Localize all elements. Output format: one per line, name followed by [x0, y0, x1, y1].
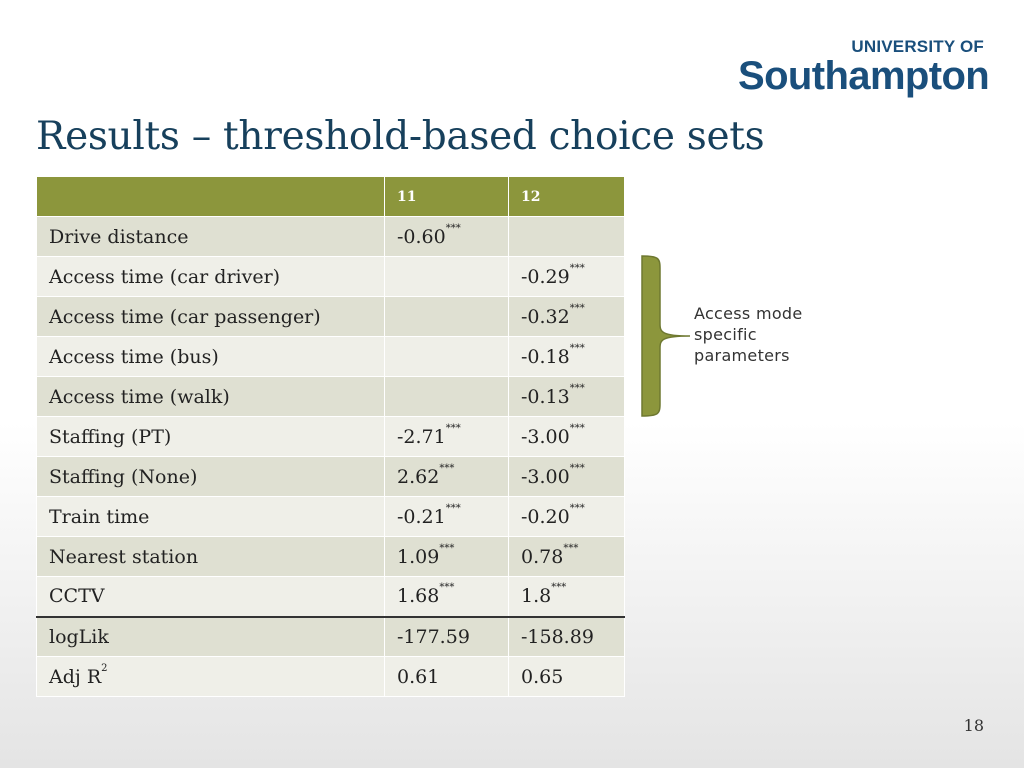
table-row: [37, 577, 625, 617]
row-label: Train time: [37, 497, 385, 537]
table-row: [37, 217, 625, 257]
table-row: [37, 457, 625, 497]
slide-title: Results – threshold-based choice sets: [36, 114, 765, 159]
cell-12: -158.89: [509, 617, 625, 657]
cell-12: -0.13***: [509, 377, 625, 417]
cell-12: 0.78***: [509, 537, 625, 577]
cell-12: 0.65: [509, 657, 625, 697]
annotation-text: Access mode specific parameters: [694, 304, 803, 365]
cell-12: -0.18***: [509, 337, 625, 377]
row-label: Access time (car driver): [37, 257, 385, 297]
cell-11: -177.59: [385, 617, 509, 657]
cell-12: -3.00***: [509, 457, 625, 497]
table-row: [37, 497, 625, 537]
cell-12: -0.32***: [509, 297, 625, 337]
row-label: Nearest station: [37, 537, 385, 577]
cell-11: 1.68***: [385, 577, 509, 617]
header-cell-12: 12: [509, 177, 625, 217]
table-row: [37, 297, 625, 337]
table-row: [37, 617, 625, 657]
brace-shape: [642, 256, 690, 416]
row-label: Staffing (PT): [37, 417, 385, 457]
row-label: Adj $R^2$: [37, 657, 385, 697]
cell-11: 1.09***: [385, 537, 509, 577]
results-table: [36, 176, 625, 697]
cell-11: 2.62***: [385, 457, 509, 497]
cell-11: -0.21***: [385, 497, 509, 537]
table-row: [37, 377, 625, 417]
row-label: Access time (car passenger): [37, 297, 385, 337]
table-row: [37, 417, 625, 457]
header-cell-label: [37, 177, 385, 217]
table-row: [37, 657, 625, 697]
row-label: Drive distance: [37, 217, 385, 257]
cell-11: [385, 337, 509, 377]
cell-11: -2.71***: [385, 417, 509, 457]
table-row: [37, 537, 625, 577]
cell-11: [385, 377, 509, 417]
row-label: Access time (bus): [37, 337, 385, 377]
cell-12: [509, 217, 625, 257]
table-row: [37, 257, 625, 297]
header-cell-11: 11: [385, 177, 509, 217]
university-logo: [738, 37, 990, 98]
cell-11: [385, 297, 509, 337]
table-row: [37, 337, 625, 377]
cell-12: -3.00***: [509, 417, 625, 457]
row-label: Staffing (None): [37, 457, 385, 497]
brace-annotation: [694, 303, 834, 366]
row-label: Access time (walk): [37, 377, 385, 417]
logo-main-text: Southampton: [738, 54, 990, 98]
cell-11: 0.61: [385, 657, 509, 697]
cell-11: -0.60***: [385, 217, 509, 257]
cell-12: -0.29***: [509, 257, 625, 297]
cell-12: 1.8***: [509, 577, 625, 617]
row-label: logLik: [37, 617, 385, 657]
row-label: CCTV: [37, 577, 385, 617]
cell-11: [385, 257, 509, 297]
page-number: 18: [963, 716, 984, 735]
right-brace-icon: [640, 254, 694, 418]
cell-12: -0.20***: [509, 497, 625, 537]
table-header-row: [37, 177, 625, 217]
logo-top-text: UNIVERSITY OF: [851, 37, 984, 56]
